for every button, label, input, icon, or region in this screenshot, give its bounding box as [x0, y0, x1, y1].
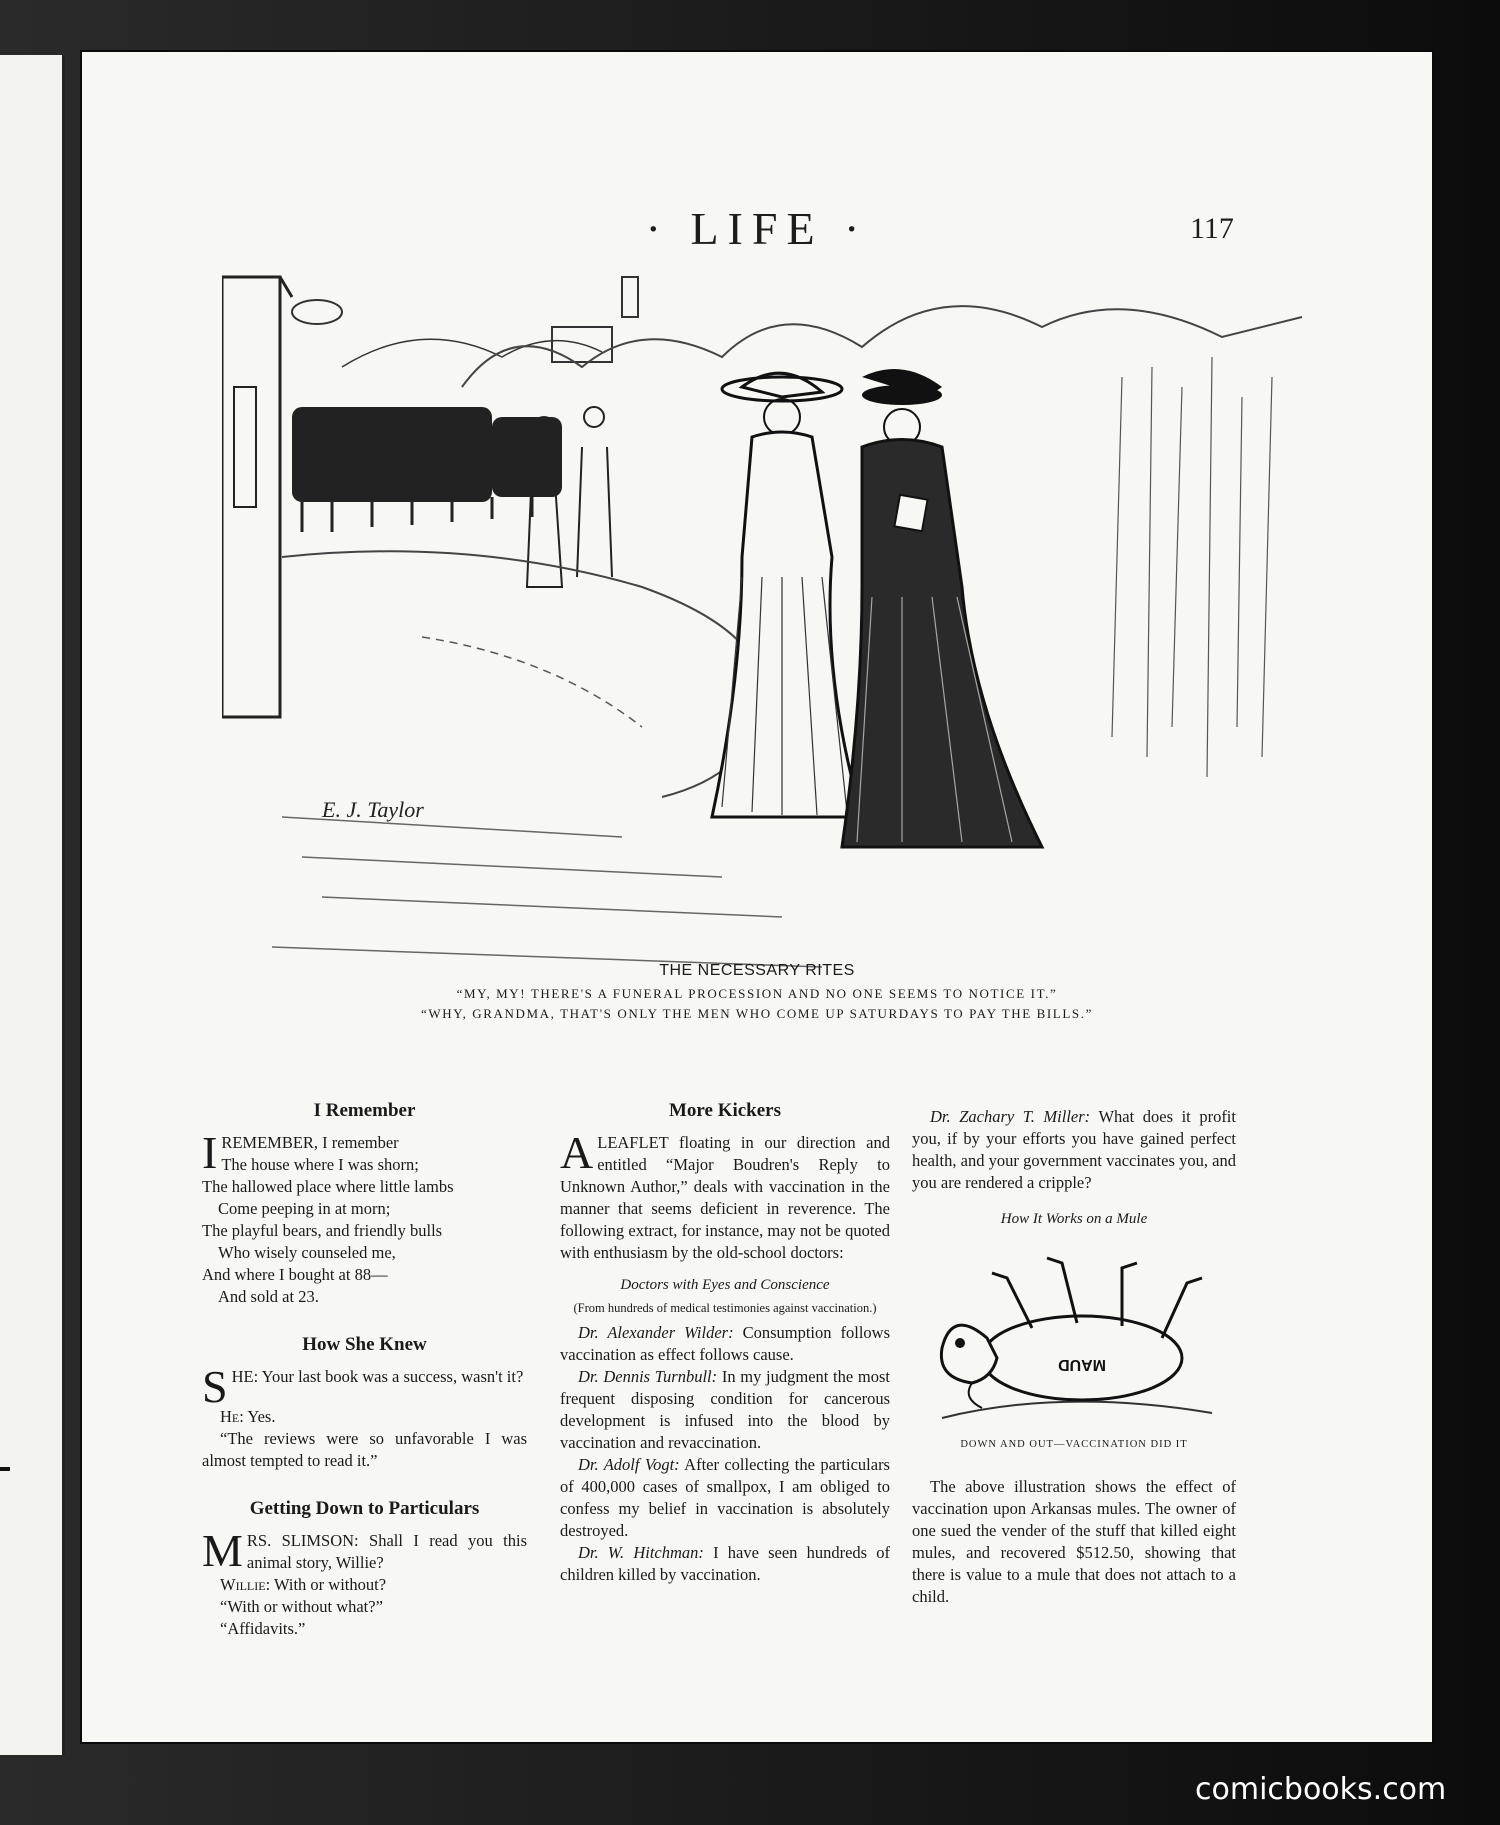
- quote-text: I have seen hundreds of children killed by vaccination.: [560, 1543, 890, 1584]
- watermark: comicbooks.com: [1195, 1772, 1447, 1807]
- poem-line: And where I bought at 88—: [202, 1265, 388, 1284]
- closing-paragraph: The above illustration shows the effect of vaccination upon Arkansas mules. The owner of one sued the vender of the stuff that killed eight mules, and recovered $512.50, showing that there is value to a mule that does not attach to a child.: [912, 1477, 1236, 1606]
- dialog-line: “With or without what?”: [220, 1597, 383, 1616]
- poem-line: The hallowed place where little lambs: [202, 1177, 454, 1196]
- column-middle: [560, 1100, 890, 1586]
- column-right: [912, 1106, 1236, 1608]
- drop-cap: I: [202, 1127, 218, 1178]
- quote-text: Consumption follows vaccination as effect follows cause.: [560, 1323, 890, 1364]
- quote-text: After collecting the particulars of 400,000 cases of smallpox, I am obliged to confess my belief in vaccination is absolutely destroyed.: [560, 1455, 890, 1540]
- poem-line: Come peeping in at morn;: [218, 1199, 391, 1218]
- cartoon-title: THE NECESSARY RITES: [659, 962, 855, 979]
- cartoon-caption: [82, 962, 1432, 1022]
- poem-line: The playful bears, and friendly bulls: [202, 1221, 443, 1240]
- quote-text: In my judgment the most frequent disposing condition for cancerous development is infused into the blood by vaccination and revaccination.: [560, 1367, 890, 1452]
- article-heading: How She Knew: [302, 1334, 427, 1355]
- poem-line: The house where I was shorn;: [221, 1155, 419, 1174]
- poem: [202, 1127, 527, 1308]
- drop-cap: M: [202, 1525, 243, 1576]
- dialog: [202, 1525, 527, 1640]
- facing-page-edge: [0, 55, 65, 1755]
- artist-signature: E. J. Taylor: [322, 797, 424, 822]
- drop-cap: A: [560, 1127, 594, 1178]
- dialog: [202, 1361, 527, 1472]
- cartoon-illustration: [222, 257, 1312, 1002]
- drop-cap: S: [202, 1361, 228, 1412]
- dialog-line: : Yes.: [239, 1407, 276, 1426]
- quote-text: What does it profit you, if by your efforts you have gained perfect health, and your government vaccinates you, and you are rendered a cripple?: [912, 1107, 1236, 1192]
- masthead: · LIFE ·: [645, 203, 869, 254]
- page-number: 117: [1190, 212, 1234, 245]
- poem-line: REMEMBER, I remember: [221, 1133, 399, 1152]
- dialog-line: “Affidavits.”: [220, 1619, 306, 1638]
- dialog-line: RS. SLIMSON: Shall I read you this animal story, Willie?: [246, 1531, 527, 1572]
- column-left: [202, 1100, 527, 1640]
- mule-illustration: [912, 1238, 1236, 1428]
- mule-label: MAUD: [1058, 1356, 1106, 1373]
- mule-caption: DOWN AND OUT—VACCINATION DID IT: [960, 1439, 1188, 1450]
- doctor-name: Dr. Adolf Vogt:: [578, 1455, 680, 1474]
- article-heading: Getting Down to Particulars: [249, 1498, 480, 1519]
- caption-line: “WHY, GRANDMA, THAT'S ONLY THE MEN WHO COME UP SATURDAYS TO PAY THE BILLS.”: [421, 1006, 1093, 1021]
- doctor-name: Dr. Dennis Turnbull:: [578, 1367, 718, 1386]
- caption-line: “MY, MY! THERE'S A FUNERAL PROCESSION AND NO ONE SEEMS TO NOTICE IT.”: [456, 986, 1058, 1001]
- poem-line: And sold at 23.: [218, 1287, 319, 1306]
- doctor-name: Dr. Zachary T. Miller:: [930, 1107, 1091, 1126]
- doctor-name: Dr. W. Hitchman:: [578, 1543, 704, 1562]
- speaker-label: He: [220, 1407, 240, 1426]
- doctor-name: Dr. Alexander Wilder:: [578, 1323, 734, 1342]
- subheading: How It Works on a Mule: [1000, 1211, 1148, 1227]
- magazine-page: [82, 52, 1432, 1742]
- article-heading: More Kickers: [668, 1100, 782, 1121]
- article-heading: I Remember: [313, 1100, 416, 1121]
- dialog-line: HE: Your last book was a success, wasn't it?: [231, 1367, 524, 1386]
- speaker-label: Willie: [220, 1575, 266, 1594]
- subheading-note: (From hundreds of medical testimonies against vaccination.): [573, 1301, 877, 1315]
- subheading: Doctors with Eyes and Conscience: [620, 1277, 830, 1293]
- dialog-line: “The reviews were so unfavorable I was almost tempted to read it.”: [202, 1429, 527, 1470]
- dialog-line: : With or without?: [265, 1575, 387, 1594]
- poem-line: Who wisely counseled me,: [218, 1243, 396, 1262]
- article-intro: LEAFLET floating in our direction and entitled “Major Boudren's Reply to Unknown Author,” deals with vaccination in the manner that seems deficient in reverence. The following extract, for instance, may not be quoted with enthusiasm by the old-school doctors:: [560, 1133, 890, 1262]
